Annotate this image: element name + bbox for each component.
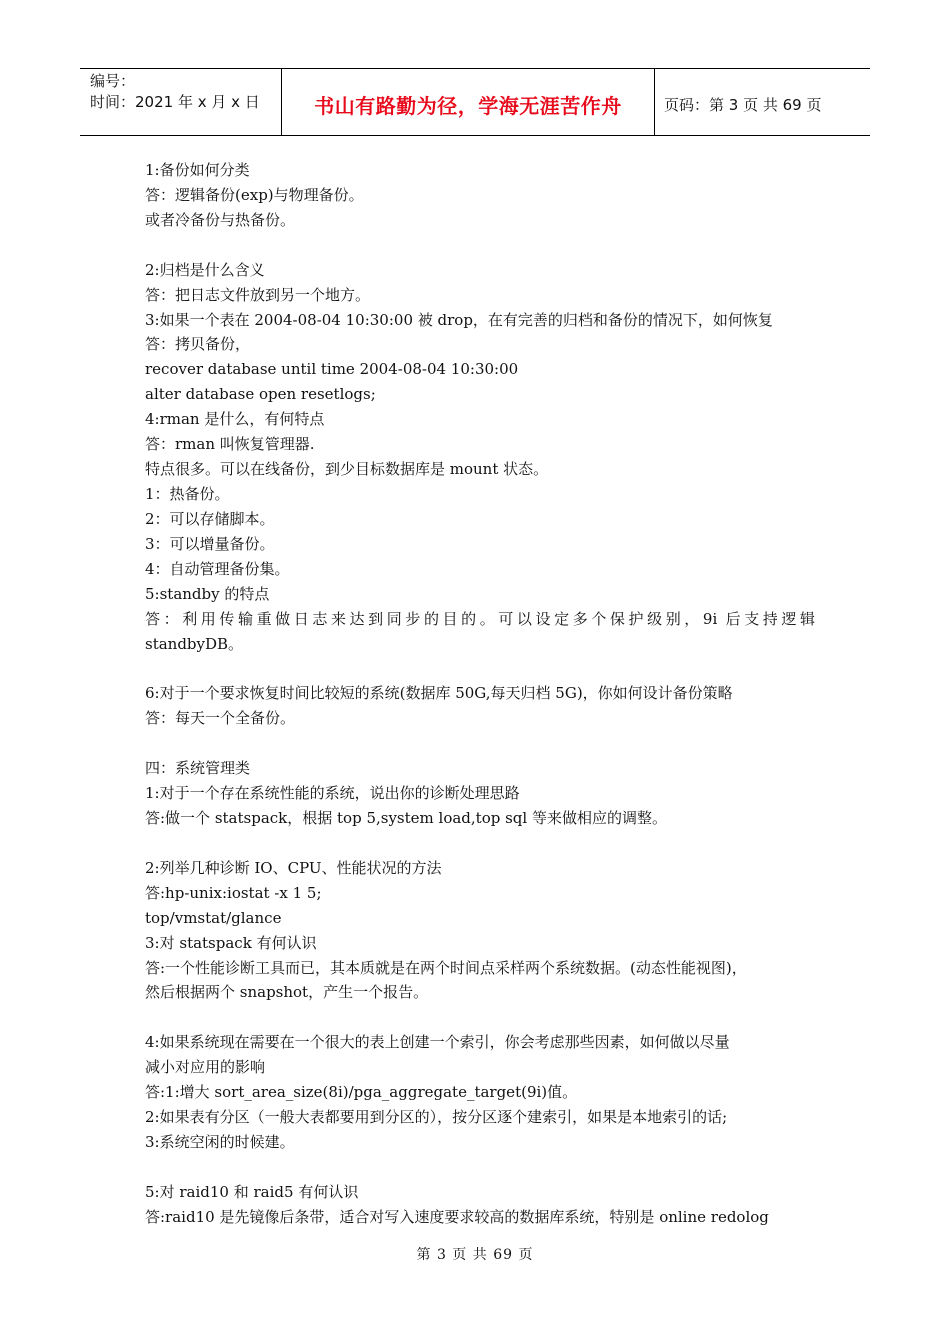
text-line: 1:备份如何分类 (145, 161, 250, 179)
text-line: 5:standby 的特点 (145, 584, 270, 603)
text-line: 答:hp-unix:iostat -x 1 5; (145, 883, 322, 902)
text-line: 1:对于一个存在系统性能的系统，说出你的诊断处理思路 (145, 784, 520, 803)
text-line: 四：系统管理类 (145, 759, 251, 778)
text-line: 2:归档是什么含义 (145, 260, 265, 279)
text-line: 或者冷备份与热备份。 (145, 210, 296, 229)
text-line: 3:如果一个表在 2004-08-04 10:30:00 被 drop，在有完善的归档和备份的情况下，如何恢复 (145, 310, 773, 329)
text-line: 答：拷贝备份， (145, 335, 251, 354)
text-line: 4:rman 是什么，有何特点 (145, 410, 325, 429)
text-line: recover database until time 2004-08-04 10:30:00 (145, 360, 519, 379)
header-motto-cell (282, 69, 655, 135)
blank-line (145, 1155, 815, 1180)
text-line: 3:系统空闲的时候建。 (145, 1132, 295, 1151)
header-meta (80, 69, 282, 135)
text-line: 2:如果表有分区（一般大表都要用到分区的），按分区逐个建索引，如果是本地索引的话; (145, 1108, 728, 1127)
text-line: 4:如果系统现在需要在一个很大的表上创建一个索引，你会考虑那些因素，如何做以尽量 (145, 1033, 730, 1052)
text-line: 减小对应用的影响 (145, 1058, 266, 1077)
text-line: 答:raid10 是先镜像后条带，适合对写入速度要求较高的数据库系统，特别是 online redolog (145, 1207, 769, 1226)
text-line: 答：逻辑备份(exp)与物理备份。 (145, 185, 364, 204)
page-header (80, 68, 870, 136)
text-line: standbyDB。 (145, 634, 244, 653)
header-page-info-cell (655, 69, 870, 135)
text-line: 5:对 raid10 和 raid5 有何认识 (145, 1182, 359, 1201)
page-footer: 第 3 页 共 69 页 (416, 1247, 534, 1263)
text-line: 3：可以增量备份。 (145, 534, 275, 553)
blank-line (145, 1005, 815, 1030)
text-line: 答:一个性能诊断工具而已，其本质就是在两个时间点采样两个系统数据。(动态性能视图)， (145, 958, 747, 977)
header-motto: 书山有路勤为径，学海无涯苦作舟 (314, 93, 622, 118)
blank-line (145, 731, 815, 756)
blank-line (145, 656, 815, 681)
text-line: alter database open resetlogs; (145, 385, 376, 404)
text-line: 然后根据两个 snapshot，产生一个报告。 (145, 983, 429, 1002)
text-line: 1：热备份。 (145, 484, 230, 503)
text-line: 答：利用传输重做日志来达到同步的目的。可以设定多个保护级别，9i 后支持逻辑 (145, 609, 815, 628)
text-line: top/vmstat/glance (145, 908, 282, 927)
document-number-label: 编号： (90, 72, 136, 90)
document-body (145, 158, 815, 1230)
header-page-info: 页码：第 3 页 共 69 页 (664, 95, 822, 114)
text-line: 4：自动管理备份集。 (145, 559, 290, 578)
blank-line (145, 831, 815, 856)
text-line: 答：把日志文件放到另一个地方。 (145, 285, 371, 304)
text-line: 特点很多。可以在线备份，到少目标数据库是 mount 状态。 (145, 460, 549, 479)
text-line: 6:对于一个要求恢复时间比较短的系统(数据库 50G,每天归档 5G)，你如何设计备份策略 (145, 684, 733, 703)
document-date: 时间：2021 年 x 月 x 日 (90, 93, 260, 111)
blank-line (145, 233, 815, 258)
text-line: 2：可以存储脚本。 (145, 509, 275, 528)
text-line: 2:列举几种诊断 IO、CPU、性能状况的方法 (145, 858, 442, 877)
text-line: 答：每天一个全备份。 (145, 709, 296, 728)
text-line: 3:对 statspack 有何认识 (145, 933, 317, 952)
text-line: 答：rman 叫恢复管理器. (145, 435, 315, 454)
text-line: 答:做一个 statspack，根据 top 5,system load,top sql 等来做相应的调整。 (145, 808, 667, 827)
text-line: 答:1:增大 sort_area_size(8i)/pga_aggregate_target(9i)值。 (145, 1083, 578, 1102)
